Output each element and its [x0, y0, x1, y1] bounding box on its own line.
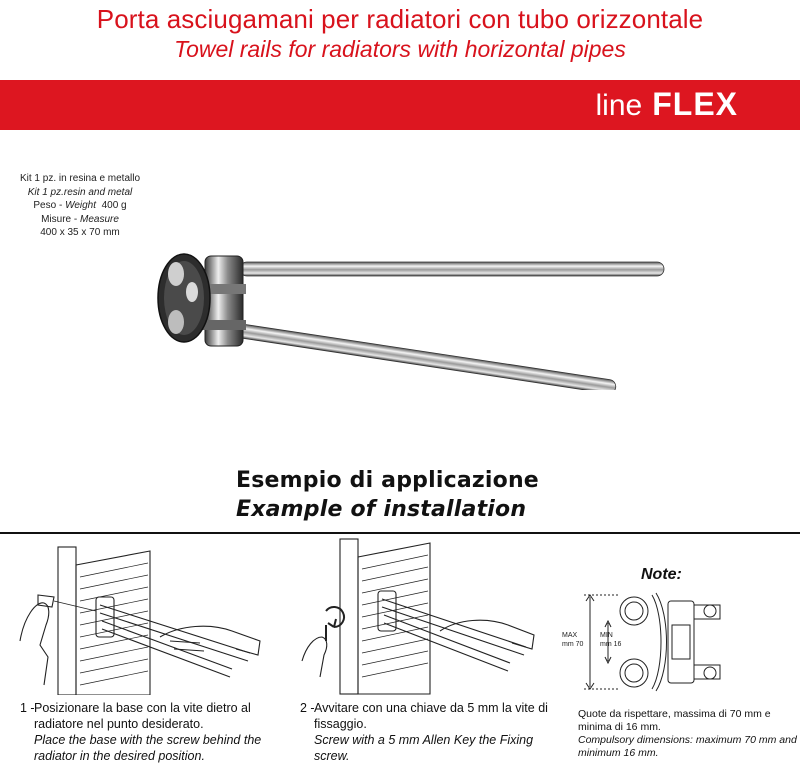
- title-italian: Porta asciugamani per radiatori con tubo orizzontale: [96, 4, 704, 34]
- step-1-text-italian: Posizionare la base con la vite dietro al radiatore nel punto desiderato.: [34, 701, 251, 731]
- weight-label-en: Weight: [65, 200, 97, 211]
- section-divider: [0, 532, 800, 534]
- kit-italian: Kit 1 pz. in resina e metallo: [19, 173, 141, 184]
- weight-label-it: Peso -: [33, 200, 66, 211]
- line-name: FLEX: [652, 86, 738, 122]
- measure-value: 400 x 35 x 70 mm: [40, 227, 120, 238]
- notes-dimension-diagram: [560, 585, 770, 705]
- product-line-banner: [0, 80, 800, 130]
- notes-text-italian: Quote da rispettare, massima di 70 mm e minima di 16 mm.: [578, 708, 771, 733]
- example-title-english: Example of installation: [236, 497, 527, 522]
- min-value: mm 16: [600, 641, 622, 648]
- step2-illustration: [290, 537, 540, 697]
- kit-english: Kit 1 pz.resin and metal: [27, 186, 133, 198]
- step-2-number: 2 -: [300, 701, 315, 715]
- notes-text: [578, 708, 800, 760]
- weight-value: 400 g: [101, 200, 127, 211]
- title-english: Towel rails for radiators with horizontal pipes: [174, 36, 626, 62]
- product-specs: [0, 172, 160, 240]
- step-1-number: 1 -: [20, 701, 35, 715]
- notes-title: Note:: [641, 566, 682, 583]
- example-title-italian: Esempio di applicazione: [236, 468, 539, 493]
- min-label: MIN: [600, 632, 613, 639]
- product-line-label: [596, 86, 738, 123]
- max-label: MAX: [562, 632, 578, 639]
- step-2: [300, 700, 560, 764]
- towel-rail-product-image: [150, 240, 670, 390]
- max-value: mm 70: [562, 641, 584, 648]
- step-1-text-english: Place the base with the screw behind the radiator in the desired position.: [34, 733, 262, 763]
- measure-label-en: Measure: [80, 213, 119, 225]
- step-1: [20, 700, 290, 764]
- line-word: line: [595, 89, 643, 122]
- step1-illustration: [10, 545, 280, 695]
- step-2-text-english: Screw with a 5 mm Allen Key the Fixing screw.: [314, 733, 534, 763]
- notes-text-english: Compulsory dimensions: maximum 70 mm and minimum 16 mm.: [578, 734, 797, 759]
- measure-label-it: Misure -: [41, 213, 80, 225]
- step-2-text-italian: Avvitare con una chiave da 5 mm la vite di fissaggio.: [314, 701, 548, 731]
